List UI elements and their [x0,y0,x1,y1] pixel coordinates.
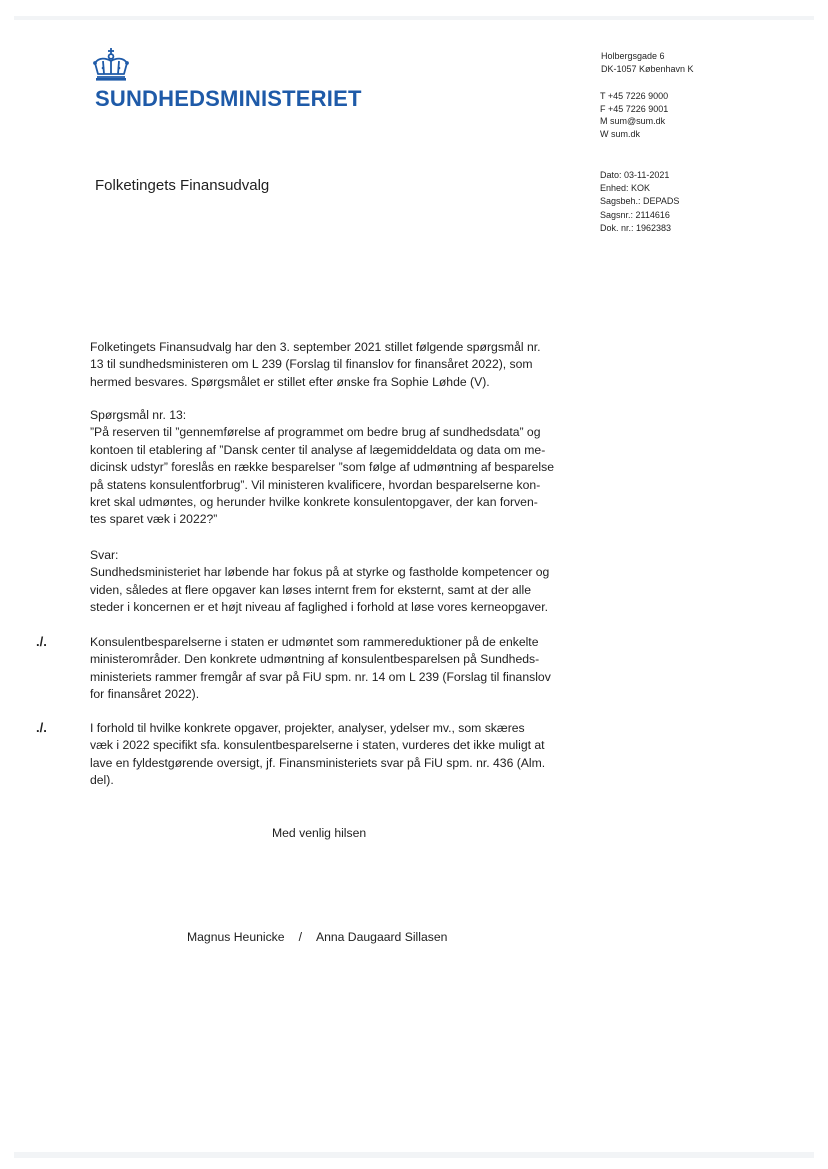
scan-edge-bottom [14,1152,814,1158]
signature-separator: / [298,930,302,944]
contact-fax: F +45 7226 9001 [600,103,669,114]
text-line: I forhold til hvilke konkrete opgaver, projekter, analyser, ydelser mv., som skæres [90,721,525,735]
text-line: 13 til sundhedsministeren om L 239 (Forslag til finanslov for finansåret 2022), som [90,357,533,372]
text-line: steder i koncernen er et højt niveau af faglighed i forhold at løse vores kerneopgaver. [90,600,548,615]
intro-paragraph [90,339,562,391]
contact-email: M sum@sum.dk [600,116,666,127]
text-line: viden, således at flere opgaver kan løses internt frem for eksternt, samt at der alle [90,582,531,597]
text-line: på statens konsulentforbrug”. Vil ministeren kvalificere, hvordan besparelserne kon- [90,477,541,492]
text-line: del). [90,773,114,788]
scan-edge-top [14,16,814,20]
text-line: dicinsk udstyr” foreslås en række besparelser ”som følge af udmøntning af besparelse [90,460,555,475]
recipient: Folketingets Finansudvalg [95,177,270,194]
enclosure-mark: ./. [36,720,47,735]
signature-minister: Magnus Heunicke [187,930,285,944]
question-section [90,407,562,529]
signature-official: Anna Daugaard Sillasen [315,930,448,944]
address-city: DK-1057 København K [601,63,694,74]
closing-greeting: Med venlig hilsen [272,826,367,840]
meta-case-number: Sagsnr.: 2114616 [600,209,670,220]
question-label: Spørgsmål nr. 13: [90,408,187,422]
address-block [601,50,694,75]
text-line: væk i 2022 specifikt sfa. konsulentbesparelserne i staten, vurderes det ikke muligt at [90,738,545,753]
text-line: lave en fyldestgørende oversigt, jf. Finansministeriets svar på FiU spm. nr. 436 (Alm. [90,755,546,770]
oversigt-paragraph [90,720,562,790]
answer-section [90,547,562,617]
text-line: Konsulentbesparelserne i staten er udmøntet som rammereduktioner på de enkelte [90,635,539,649]
text-line: kret skal udmøntes, og herunder hvilke konkrete konsulentopgaver, der kan forven- [90,495,538,510]
address-street: Holbergsgade 6 [601,51,665,61]
meta-date: Dato: 03-11-2021 [600,170,670,180]
document-meta [600,169,679,235]
crown-icon [90,47,132,81]
meta-unit: Enhed: KOK [600,183,651,194]
text-line: Folketingets Finansudvalg har den 3. september 2021 stillet følgende spørgsmål nr. [90,340,541,354]
enclosure-mark: ./. [36,634,47,649]
contact-phone: T +45 7226 9000 [600,91,669,101]
ministry-name: SUNDHEDSMINISTERIET [95,86,362,111]
contact-block [600,90,668,140]
text-line: tes sparet væk i 2022?” [90,512,218,527]
rammereduktion-paragraph [90,634,562,704]
text-line: kontoen til etablering af ”Dansk center til analyse af lægemiddeldata og data om me- [90,442,546,457]
text-line: ”På reserven til ”gennemførelse af programmet om bedre brug af sundhedsdata” og [90,425,541,440]
contact-web: W sum.dk [600,128,641,139]
meta-doc-number: Dok. nr.: 1962383 [600,222,672,233]
text-line: ministeriets rammer fremgår af svar på FiU spm. nr. 14 om L 239 (Forslag til finanslov [90,669,551,684]
text-line: hermed besvares. Spørgsmålet er stillet efter ønske fra Sophie Løhde (V). [90,374,490,389]
answer-label: Svar: [90,548,119,562]
text-line: for finansåret 2022). [90,687,200,702]
meta-case-handler: Sagsbeh.: DEPADS [600,196,680,207]
text-line: Sundhedsministeriet har løbende har fokus på at styrke og fastholde kompetencer og [90,565,550,580]
signature-line [187,930,447,944]
text-line: ministerområder. Den konkrete udmøntning af konsulentbesparelsen på Sundheds- [90,652,540,667]
